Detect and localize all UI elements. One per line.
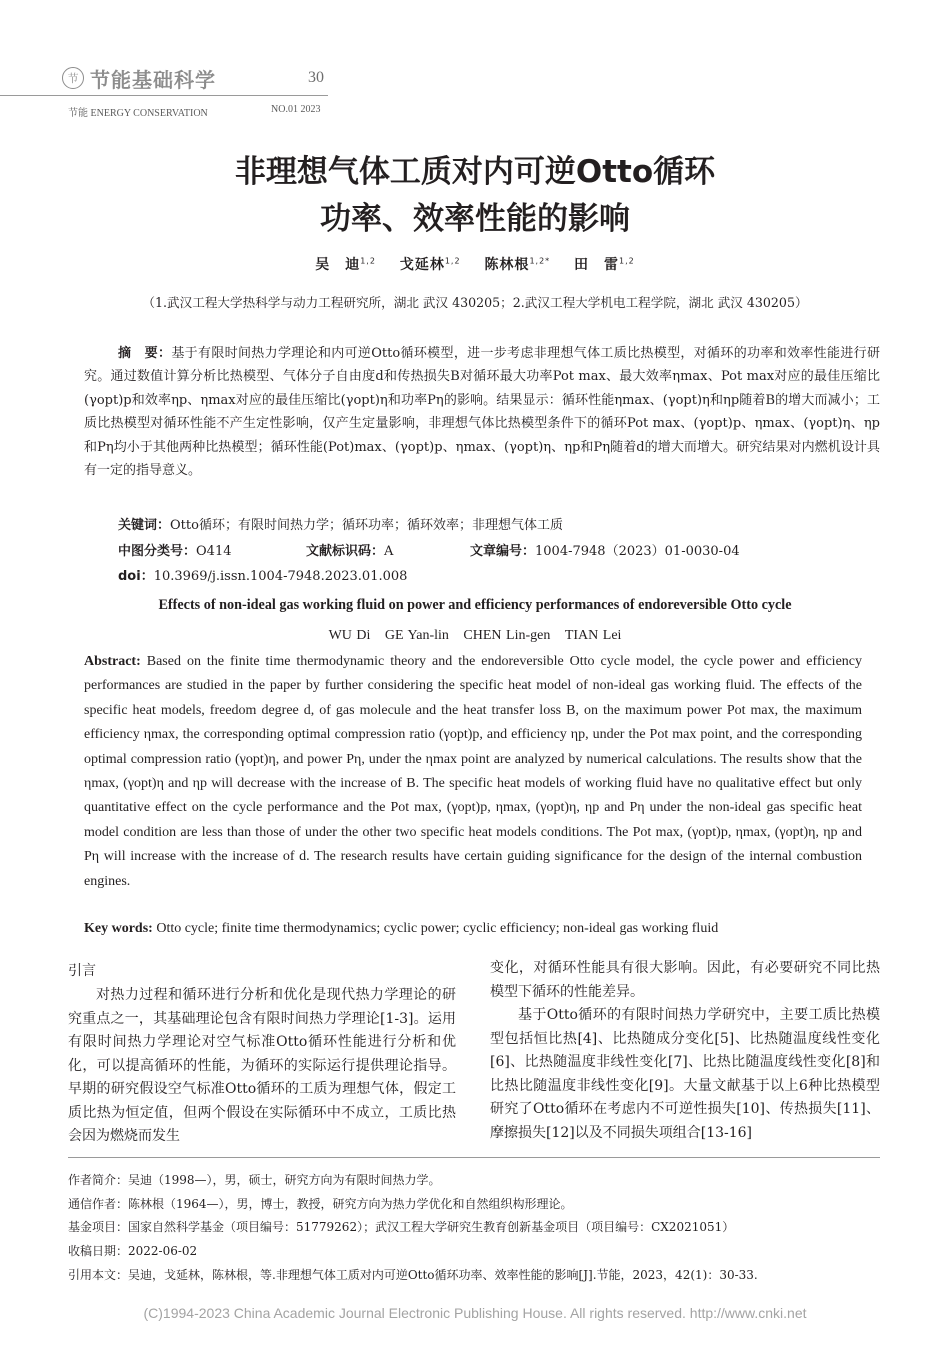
- footnote-divider: [68, 1157, 880, 1158]
- header-divider: [0, 95, 328, 96]
- keywords-cn-text: Otto循环；有限时间热力学；循环功率；循环效率；非理想气体工质: [170, 518, 563, 533]
- journal-header: [62, 64, 324, 92]
- abstract-cn-text: 基于有限时间热力学理论和内可逆Otto循环模型，进一步考虑非理想气体工质比热模型，对循环的功率和效率性能进行研究。通过数值计算分析比热模型、气体分子自由度d和传热损失B对循环最大功率Pot max、最大效率ηmax、Pot max对应的最佳压缩比(γopt)p和效率ηp、ηmax对应的最佳压缩比(γopt)η和功率Pη的影响。结果显示：循环性能ηmax、(γopt)η和ηp随着B的增大而减小；工质比热模型对循环性能不产生定性影响，仅产生定量影响，非理想气体比热模型条件下的循环Pot max、(γopt)p、ηmax、(γopt)η、ηp和Pη均小于其他两种比热模型；循环性能(Pot)max、(γopt)p、ηmax、(γopt)η、ηp和Pη随着d的增大而增大。研究结果对内燃机设计具有一定的指导意义。: [84, 346, 880, 479]
- footnote-fund: 基金项目：国家自然科学基金（项目编号：51779262）；武汉工程大学研究生教育创新基金项目（项目编号：CX2021051）: [68, 1220, 735, 1234]
- abstract-en: [84, 650, 862, 894]
- author-list: [0, 254, 950, 274]
- keywords-cn: 关键词：Otto循环；有限时间热力学；循环功率；循环效率；非理想气体工质: [118, 518, 563, 533]
- clc-number: 中图分类号：O414: [118, 544, 232, 559]
- doi: doi：10.3969/j.issn.1004-7948.2023.01.008: [118, 569, 408, 584]
- author: 陈林根$^{1,2*}$: [484, 256, 551, 273]
- intro-column-right: [490, 957, 880, 1145]
- affiliation: （1.武汉工程大学热科学与动力工程研究所，湖北 武汉 430205；2.武汉工程大学机电工程学院，湖北 武汉 430205）: [142, 295, 808, 310]
- abstract-cn-label: 摘 要：: [118, 346, 172, 361]
- abstract-en-text: Based on the finite time thermodynamic theory and the endoreversible Otto cycle model, the cycle power and efficiency performances are studied in the paper by further considering the specific heat model of non-ideal gas working fluid. The effects of the specific heat models, freedom degree d, of gas molecule and the heat transfer loss B, on the maximum power Pot max, the maximum efficiency ηmax, the corresponding optimal compression ratio (γopt)p, and efficiency ηp, under the Pot max point, and the corresponding optimal compression ratio (γopt)η, and power Pη, under the ηmax point are analyzed by numerical calculations. The results show that the ηmax, (γopt)η and ηp will decrease with the increase of B. The specific heat models of working fluid have no qualitative effect but only quantitative effect on the cycle performance and the Pot max, (γopt)p, ηmax, (γopt)η, ηp and Pη under the non-ideal gas specific heat model condition are less than those of under the other two specific heat models conditions. The Pot max, (γopt)p, ηmax, (γopt)η, ηp and Pη will increase with the increase of d. The research results have certain guiding significance for the design of the internal combustion engines.: [84, 654, 862, 889]
- footnote-corresponding: 通信作者：陈林根（1964—），男，博士，教授，研究方向为热力学优化和自然组织构形理论。: [68, 1197, 573, 1211]
- intro-column-left: 对热力过程和循环进行分析和优化是现代热力学理论的研究重点之一，其基础理论包含有限时间热力学理论[1-3]。运用有限时间热力学理论对空气标准Otto循环性能进行分析和优化，可以提高循环的性能，为循环的实际运行提供理论指导。早期的研究假设空气标准Otto循环的工质为理想气体，假定工质比热为恒定值，但两个假设在实际循环中不成立，工质比热会因为燃烧而发生: [68, 987, 456, 1144]
- english-author-list: [0, 628, 950, 644]
- issue-number: NO.01 2023: [271, 104, 321, 115]
- footnote-author-intro: 作者简介：吴迪（1998—），男，硕士，研究方向为有限时间热力学。: [68, 1173, 441, 1187]
- author: 田 雷$^{1,2}$: [574, 256, 635, 273]
- keywords-en-text: Otto cycle; finite time thermodynamics; cyclic power; cyclic efficiency; non-ideal gas working fluid: [156, 921, 719, 936]
- keywords-en: Key words: Otto cycle; finite time thermodynamics; cyclic power; cyclic efficiency; non-ideal gas working fluid: [84, 921, 719, 936]
- english-title: Effects of non-ideal gas working fluid on power and efficiency performances of endoreversible Otto cycle: [158, 597, 792, 613]
- journal-subheader: 节能 ENERGY CONSERVATION: [68, 108, 208, 119]
- journal-logo-icon: 节: [62, 67, 84, 89]
- document-code: 文献标识码：A: [306, 544, 394, 559]
- intro-paragraph: 变化，对循环性能具有很大影响。因此，有必要研究不同比热模型下循环的性能差异。: [490, 960, 880, 1000]
- author: 吴 迪$^{1,2}$: [315, 256, 376, 273]
- english-author: CHEN Lin-gen: [463, 628, 551, 643]
- footnote-received: 收稿日期：2022-06-02: [68, 1244, 198, 1258]
- page-number: 30: [308, 69, 324, 86]
- footnote-citation: 引用本文：吴迪，戈延林，陈林根，等.非理想气体工质对内可逆Otto循环功率、效率性能的影响[J].节能，2023，42(1)：30-33.: [68, 1268, 758, 1282]
- paper-title-line1: 非理想气体工质对内可逆Otto循环: [234, 154, 716, 190]
- abstract-cn: [84, 342, 880, 482]
- copyright-watermark: (C)1994-2023 China Academic Journal Electronic Publishing House. All rights reserved. http://www.cnki.net: [143, 1305, 807, 1321]
- author: 戈延林$^{1,2}$: [399, 256, 461, 273]
- paper-title-line2: 功率、效率性能的影响: [320, 201, 630, 237]
- article-number: 文章编号：1004-7948（2023）01-0030-04: [470, 544, 740, 559]
- doi-link[interactable]: 10.3969/j.issn.1004-7948.2023.01.008: [153, 569, 408, 584]
- abstract-en-label: Abstract:: [84, 654, 141, 669]
- intro-heading: 引言: [68, 963, 96, 979]
- journal-section-name: 节能基础科学: [90, 67, 216, 92]
- english-author: TIAN Lei: [564, 628, 622, 643]
- intro-paragraph: 基于Otto循环的有限时间热力学研究中，主要工质比热模型包括恒比热[4]、比热随成分变化[5]、比热随温度线性变化[6]、比热随温度非线性变化[7]、比热比随温度线性变化[8]和比热比随温度非线性变化[9]。大量文献基于以上6种比热模型研究了Otto循环在考虑内不可逆性损失[10]、传热损失[11]、摩擦损失[12]以及不同损失项组合[13-16]: [490, 1007, 880, 1141]
- english-author: GE Yan-lin: [384, 628, 449, 643]
- english-author: WU Di: [328, 628, 371, 643]
